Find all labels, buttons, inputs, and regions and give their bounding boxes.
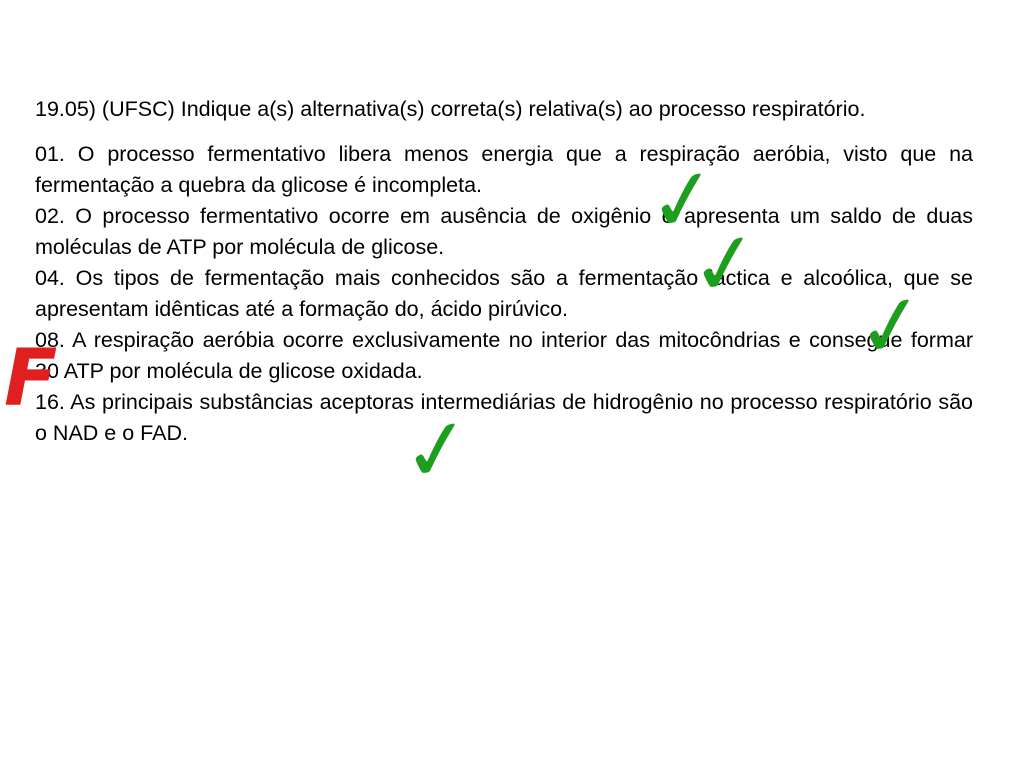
question-text: 19.05) (UFSC) Indique a(s) alternativa(s) correta(s) relativa(s) ao processo respiratório. [35, 97, 866, 121]
checkmark-icon: ✓ [849, 272, 933, 380]
false-mark-icon: F [4, 334, 58, 424]
question-block [35, 94, 973, 449]
checkmark-icon: ✓ [395, 396, 479, 504]
alternative-01: 01. O processo fermentativo libera menos energia que a respiração aeróbia, visto que na fermentação a quebra da glicose é incompleta. [35, 142, 973, 197]
alternative-04: 04. Os tipos de fermentação mais conhecidos são a fermentação láctica e alcoólica, que se apresentam idênticas até a formação do, ácido pirúvico. [35, 266, 973, 321]
alternative-16: 16. As principais substâncias aceptoras intermediárias de hidrogênio no processo respiratório são o NAD e o FAD. [35, 390, 973, 445]
checkmark-icon: ✓ [683, 210, 767, 318]
alternative-02: 02. O processo fermentativo ocorre em ausência de oxigênio e apresenta um saldo de duas moléculas de ATP por molécula de glicose. [35, 204, 973, 259]
alternative-08: 08. A respiração aeróbia ocorre exclusivamente no interior das mitocôndrias e consegue formar 30 ATP por molécula de glicose oxidada. [35, 328, 973, 383]
checkmark-icon: ✓ [641, 146, 725, 254]
